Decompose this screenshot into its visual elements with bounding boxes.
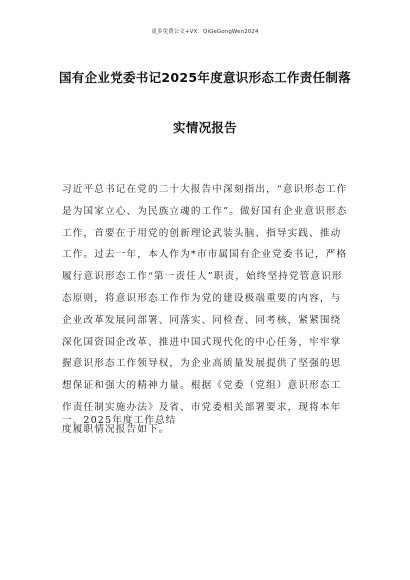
body-paragraph: 习近平总书记在党的二十大报告中深刻指出，“意识形态工作是为国家立心、为民族立魂的工作”。做好国有企业意识形态工作，首要在于用党的创新理论武装头脑、指导实践、推动工作。过去一年，本人作为*市市属国有企业党委书记，严格履行意识形态工作“第一责任人”职责，始终坚持党管意识形态原则，将意识形态工作作为党的建设极端重要的内容，与企业改革发展同部署、同落实、同检查、同考核，紧紧围绕深化国资国企改革、推进中国式现代化的中心任务，牢牢掌握意识形态工作领导权，为企业高质量发展提供了坚强的思想保证和强大的精神力量。根据《党委（党组）意识形态工作责任制实施办法》及省、市党委相关部署要求，现将本年度履职情况报告如下。 (62, 184, 348, 435)
section-heading: 一、2025年度工作总结 (62, 415, 177, 426)
document-title-line-1: 国有企业党委书记2025年度意识形态工作责任制落 (59, 70, 351, 85)
header-note: 更多免费公文+VX：QiGeGongWen2024 (151, 29, 259, 35)
document-title-line-2: 实情况报告 (172, 120, 237, 135)
